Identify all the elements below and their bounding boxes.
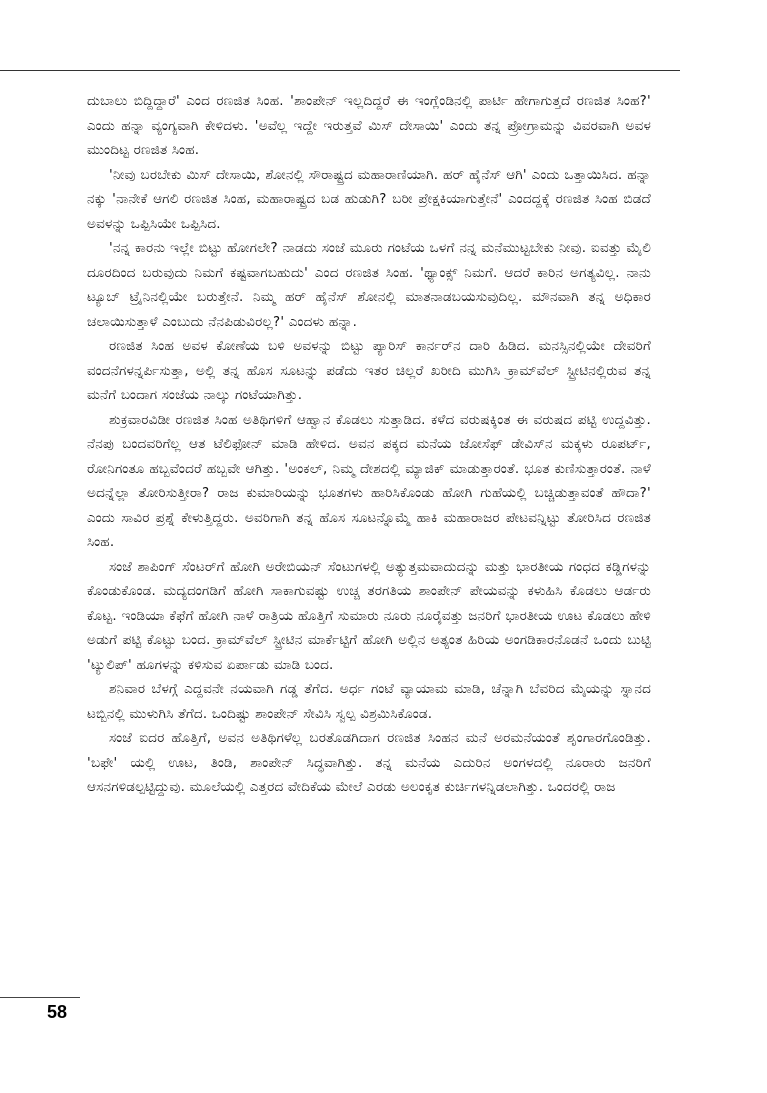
paragraph: ಸಂಜೆ ಶಾಪಿಂಗ್ ಸೆಂಟರ್‌ಗೆ ಹೋಗಿ ಅರೇಬಿಯನ್ ಸೆಂಟುಗಳಲ್ಲಿ ಅತ್ಯುತ್ತಮವಾದುದನ್ನು ಮತ್ತು ಭಾರತೀಯ ಗಂಧದ ಕಡ್ಡಿಗಳನ್ನು ಕೊಂಡುಕೊಂಡ. ಮದ್ಯದಂಗಡಿಗೆ ಹೋಗಿ ಸಾಕಾಗುವಷ್ಟು ಉಚ್ಚ ತರಗತಿಯ ಶಾಂಪೇನ್ ಪೇಯವನ್ನು ಕಳುಹಿಸಿ ಕೊಡಲು ಆರ್ಡರು ಕೊಟ್ಟ. ಇಂಡಿಯಾ ಕೆಫೆಗೆ ಹೋಗಿ ನಾಳೆ ರಾತ್ರಿಯ ಹೊತ್ತಿಗೆ ಸುಮಾರು ನೂರು ನೂರೈವತ್ತು ಜನರಿಗೆ ಭಾರತೀಯ ಊಟ ಕೊಡಲು ಹೇಳಿ ಅಡುಗೆ ಪಟ್ಟಿ ಕೊಟ್ಟು ಬಂದ. ಕ್ರಾಮ್‌ವೆಲ್ ಸ್ಟ್ರೀಟಿನ ಮಾರ್ಕೆಟ್ಟಿಗೆ ಹೋಗಿ ಅಲ್ಲಿನ ಅತ್ಯಂತ ಹಿರಿಯ ಅಂಗಡಿಕಾರನೊಡನೆ ಒಂದು ಬುಟ್ಟಿ 'ಟ್ಯುಲಿಪ್' ಹೂಗಳನ್ನು ಕಳಿಸುವ ಏರ್ಪಾಡು ಮಾಡಿ ಬಂದ. (87, 559, 651, 673)
paragraph: ಶುಕ್ರವಾರವಿಡೀ ರಣಜಿತ ಸಿಂಹ ಅತಿಥಿಗಳಿಗೆ ಆಹ್ವಾನ ಕೊಡಲು ಸುತ್ತಾಡಿದ. ಕಳೆದ ವರುಷಕ್ಕಿಂತ ಈ ವರುಷದ ಪಟ್ಟಿ ಉದ್ದವಿತ್ತು. ನೆನಪು ಬಂದವರಿಗೆಲ್ಲ ಆತ ಟೆಲಿಫೋನ್ ಮಾಡಿ ಹೇಳಿದ. ಅವನ ಪಕ್ಕದ ಮನೆಯ ಜೋಸೆಫ್ ಡೇವಿಸ್‌ನ ಮಕ್ಕಳು ರೂಪರ್ಟ್, ರೋನಿಗಂತೂ ಹಬ್ಬವೆಂದರೆ ಹಬ್ಬವೇ ಆಗಿತ್ತು. 'ಅಂಕಲ್, ನಿಮ್ಮ ದೇಶದಲ್ಲಿ ಮ್ಯಾಜಿಕ್ ಮಾಡುತ್ತಾರಂತೆ. ಭೂತ ಕುಣಿಸುತ್ತಾರಂತೆ. ನಾಳೆ ಅದನ್ನೆಲ್ಲಾ ತೋರಿಸುತ್ತೀರಾ? ರಾಜ ಕುಮಾರಿಯನ್ನು ಭೂತಗಳು ಹಾರಿಸಿಕೊಂಡು ಹೋಗಿ ಗುಹೆಯಲ್ಲಿ ಬಚ್ಚಿಡುತ್ತಾವಂತೆ ಹೌದಾ?' ಎಂದು ಸಾವಿರ ಪ್ರಶ್ನೆ ಕೇಳುತ್ತಿದ್ದರು. ಅವರಿಗಾಗಿ ತನ್ನ ಹೊಸ ಸೂಟನ್ನೊಮ್ಮೆ ಹಾಕಿ ಮಹಾರಾಜರ ಪೇಟವನ್ನಿಟ್ಟು ತೋರಿಸಿದ ರಣಜಿತ ಸಿಂಹ. (87, 412, 651, 550)
page-number: 58 (47, 1002, 68, 1022)
paragraph: 'ನನ್ನ ಕಾರನು ಇಲ್ಲೇ ಬಿಟ್ಟು ಹೋಗಲೇ? ನಾಡದು ಸಂಜೆ ಮೂರು ಗಂಟೆಯ ಒಳಗೆ ನನ್ನ ಮನೆಮುಟ್ಟಬೇಕು ನೀವು. ಐವತ್ತು ಮೈಲಿ ದೂರದಿಂದ ಬರುವುದು ನಿಮಗೆ ಕಷ್ಟವಾಗಬಹುದು' ಎಂದ ರಣಜಿತ ಸಿಂಹ. 'ಥ್ಯಾಂಕ್ಸ್ ನಿಮಗೆ. ಆದರೆ ಕಾರಿನ ಅಗತ್ಯವಿಲ್ಲ. ನಾನು ಟ್ಯೂಬ್ ಟ್ರೈನಿನಲ್ಲಿಯೇ ಬರುತ್ತೇನೆ. ನಿಮ್ಮ ಹರ್ ಹೈನೆಸ್ ಶೋನಲ್ಲಿ ಮಾತನಾಡಬಯಸುವುದಿಲ್ಲ. ಮೌನವಾಗಿ ತನ್ನ ಅಧಿಕಾರ ಚಲಾಯಿಸುತ್ತಾಳೆ ಎಂಬುದು ನೆನಪಿಡುವಿರಲ್ಲ?' ಎಂದಳು ಹನ್ನಾ. (87, 241, 651, 330)
paragraph: ದುಬಾಲು ಬಿದ್ದಿದ್ದಾರೆ' ಎಂದ ರಣಜಿತ ಸಿಂಹ. 'ಶಾಂಪೇನ್ ಇಲ್ಲದಿದ್ದರೆ ಈ ಇಂಗ್ಲೆಂಡಿನಲ್ಲಿ ಪಾರ್ಟಿ ಹೇಗಾಗುತ್ತದೆ ರಣಜಿತ ಸಿಂಹ?' ಎಂದು ಹನ್ನಾ ವ್ಯಂಗ್ಯವಾಗಿ ಕೇಳಿದಳು. 'ಅವೆಲ್ಲ ಇದ್ದೇ ಇರುತ್ತವೆ ಮಿಸ್ ದೇಸಾಯಿ' ಎಂದು ತನ್ನ ಪ್ರೋಗ್ರಾಮನ್ನು ವಿವರವಾಗಿ ಅವಳ ಮುಂದಿಟ್ಟ ರಣಜಿತ ಸಿಂಹ. (87, 94, 651, 158)
paragraph: ಸಂಜೆ ಐದರ ಹೊತ್ತಿಗೆ, ಅವನ ಅತಿಥಿಗಳೆಲ್ಲ ಬರತೊಡಗಿದಾಗ ರಣಜಿತ ಸಿಂಹನ ಮನೆ ಅರಮನೆಯಂತೆ ಶೃಂಗಾರಗೊಂಡಿತ್ತು. 'ಬಫೇ' ಯಲ್ಲಿ ಊಟ, ತಿಂಡಿ, ಶಾಂಪೇನ್ ಸಿದ್ಧವಾಗಿತ್ತು. ತನ್ನ ಮನೆಯ ಎದುರಿನ ಅಂಗಳದಲ್ಲಿ ನೂರಾರು ಜನರಿಗೆ ಆಸನಗಳಿಡಲ್ಪಟ್ಟಿದ್ದುವು. ಮೂಲೆಯಲ್ಲಿ ಎತ್ತರದ ವೇದಿಕೆಯ ಮೇಲೆ ಎರಡು ಅಲಂಕೃತ ಕುರ್ಚಿಗಳನ್ನಿಡಲಾಗಿತ್ತು. ಒಂದರಲ್ಲಿ ರಾಜ (87, 731, 651, 795)
footer-rule (0, 997, 80, 998)
paragraph: 'ನೀವು ಬರಬೇಕು ಮಿಸ್ ದೇಸಾಯಿ, ಶೋನಲ್ಲಿ ಸೌರಾಷ್ಟ್ರದ ಮಹಾರಾಣಿಯಾಗಿ. ಹರ್ ಹೈನೆಸ್ ಆಗಿ' ಎಂದು ಒತ್ತಾಯಿಸಿದ. ಹನ್ನಾ ನಕ್ಕು 'ನಾನೇಕೆ ಆಗಲಿ ರಣಜಿತ ಸಿಂಹ, ಮಹಾರಾಷ್ಟ್ರದ ಬಡ ಹುಡುಗಿ? ಬರೀ ಪ್ರೇಕ್ಷಕಿಯಾಗುತ್ತೇನೆ' ಎಂದದ್ದಕ್ಕೆ ರಣಜಿತ ಸಿಂಹ ಬಿಡದೆ ಅವಳನ್ನು ಒಪ್ಪಿಸಿಯೇ ಒಪ್ಪಿಸಿದ. (87, 167, 651, 232)
body-text (87, 90, 651, 801)
header-rule (0, 70, 680, 71)
paragraph: ಶನಿವಾರ ಬೆಳಗ್ಗೆ ಎದ್ದವನೇ ನಯವಾಗಿ ಗಡ್ಡ ತೆಗೆದ. ಅರ್ಧ ಗಂಟೆ ವ್ಯಾಯಾಮ ಮಾಡಿ, ಚೆನ್ನಾಗಿ ಬೆವರಿದ ಮೈಯನ್ನು ಸ್ನಾನದ ಟಬ್ಬಿನಲ್ಲಿ ಮುಳುಗಿಸಿ ತೆಗೆದ. ಒಂದಿಷ್ಟು ಶಾಂಪೇನ್ ಸೇವಿಸಿ ಸ್ವಲ್ಪ ವಿಶ್ರಮಿಸಿಕೊಂಡ. (87, 682, 651, 722)
paragraph: ರಣಜಿತ ಸಿಂಹ ಅವಳ ಕೋಣೆಯ ಬಳಿ ಅವಳನ್ನು ಬಿಟ್ಟು ಪ್ಯಾರಿಸ್ ಕಾರ್ನರ್‌ನ ದಾರಿ ಹಿಡಿದ. ಮನಸ್ಸಿನಲ್ಲಿಯೇ ದೇವರಿಗೆ ವಂದನೆಗಳನ್ನರ್ಪಿಸುತ್ತಾ, ಅಲ್ಲಿ ತನ್ನ ಹೊಸ ಸೂಟನ್ನು ಪಡೆದು ಇತರ ಚಿಲ್ಲರೆ ಖರೀದಿ ಮುಗಿಸಿ ಕ್ರಾಮ್‌ವೆಲ್ ಸ್ಟ್ರೀಟಿನಲ್ಲಿರುವ ತನ್ನ ಮನೆಗೆ ಬಂದಾಗ ಸಂಜೆಯ ನಾಲ್ಕು ಗಂಟೆಯಾಗಿತ್ತು. (87, 339, 651, 403)
